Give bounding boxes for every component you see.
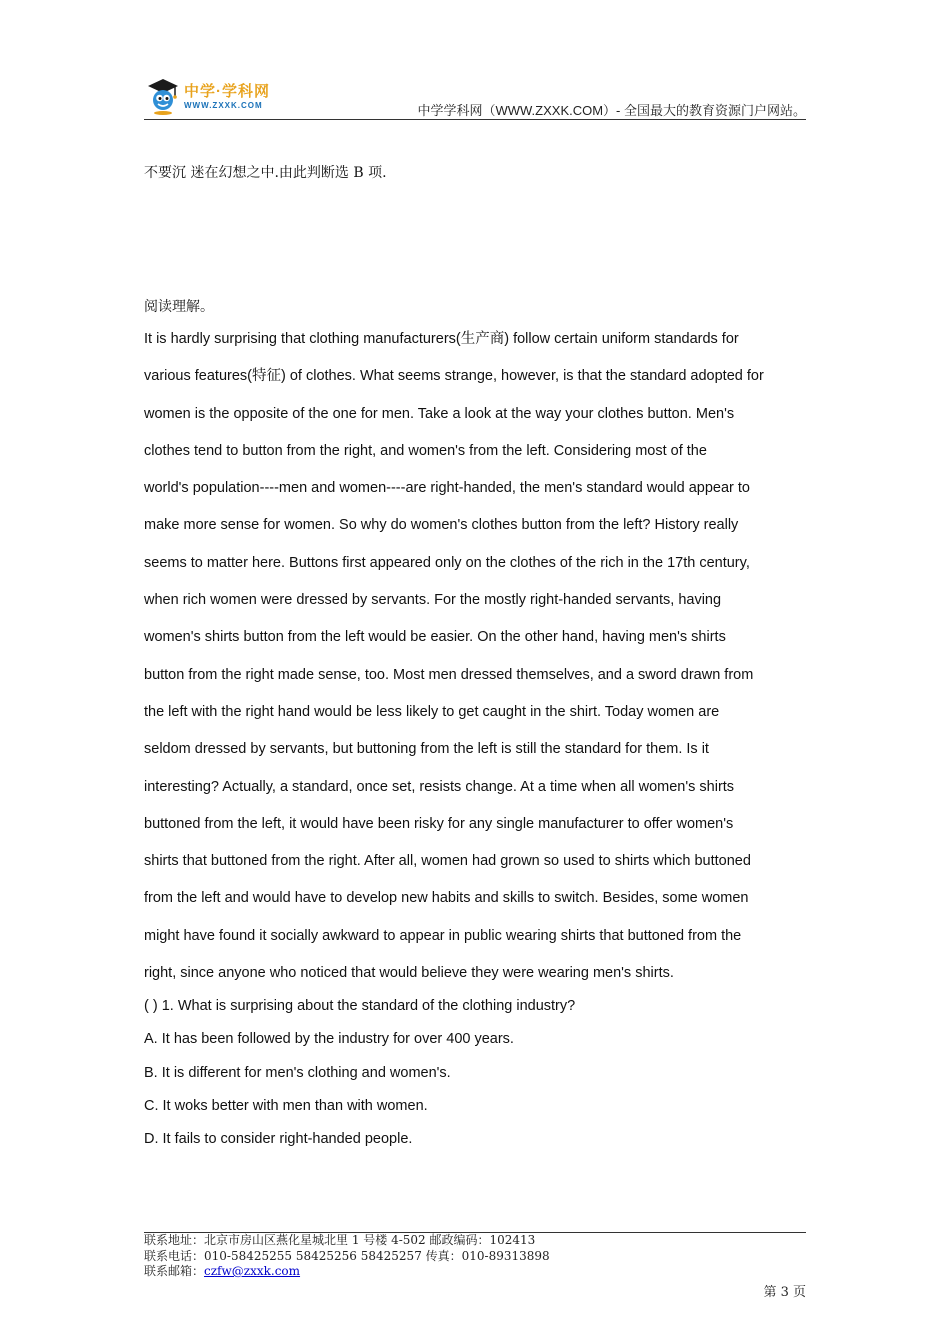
answer-note: 不要沉 迷在幻想之中.由此判断选 B 项. [144, 165, 387, 181]
passage-line: from the left and would have to develop new habits and skills to switch. Besides, some women [144, 890, 749, 907]
footer-email-line [144, 1264, 806, 1280]
brand-name: 中学·学科网 [184, 83, 270, 100]
option-b: B. It is different for men's clothing and women's. [144, 1064, 451, 1081]
option-d: D. It fails to consider right-handed people. [144, 1131, 413, 1148]
page-header [144, 76, 806, 120]
footer-email-label: 联系邮箱： [144, 1264, 205, 1278]
section-title: 阅读理解。 [144, 299, 214, 315]
passage-line: clothes tend to button from the right, and women's from the left. Considering most of the [144, 442, 707, 459]
passage-line: make more sense for women. So why do women's clothes button from the left? History really [144, 517, 739, 534]
passage-line: the left with the right hand would be less likely to get caught in the shirt. Today women are [144, 703, 720, 720]
passage-line: right, since anyone who noticed that would believe they were wearing men's shirts. [144, 965, 674, 982]
header-divider [144, 119, 806, 120]
passage-line: seems to matter here. Buttons first appeared only on the clothes of the rich in the 17th century, [144, 554, 750, 571]
page-number: 第 3 页 [763, 1285, 806, 1300]
footer-email-link[interactable]: czfw@zxxk.com [204, 1264, 301, 1278]
passage-line: shirts that buttoned from the right. After all, women had grown so used to shirts which buttoned [144, 853, 751, 870]
option-a: A. It has been followed by the industry for over 400 years. [144, 1031, 514, 1048]
passage-line: women is the opposite of the one for men. Take a look at the way your clothes button. Men's [144, 405, 735, 422]
passage-line: various features(特征) of clothes. What seems strange, however, is that the standard adopted for [144, 368, 764, 385]
page-footer [144, 1232, 806, 1280]
footer-address: 联系地址：北京市房山区燕化星城北里 1 号楼 4-502 邮政编码：102413 [144, 1233, 536, 1247]
brand-url: WWW.ZXXK.COM [184, 101, 263, 110]
question-stem: ( ) 1. What is surprising about the standard of the clothing industry? [144, 998, 576, 1014]
question-block [144, 990, 806, 1156]
passage-line: interesting? Actually, a standard, once set, resists change. At a time when all women's shirts [144, 778, 735, 795]
header-tagline: 中学学科网（WWW.ZXXK.COM）- 全国最大的教育资源门户网站。 [417, 103, 806, 118]
site-logo[interactable] [144, 76, 294, 116]
passage-line: It is hardly surprising that clothing manufacturers(生产商) follow certain uniform standards for [144, 331, 739, 347]
passage-line: when rich women were dressed by servants. For the mostly right-handed servants, having [144, 592, 722, 609]
footer-phone: 联系电话：010-58425255 58425256 58425257 传真：010-89313898 [144, 1248, 550, 1263]
reading-passage [144, 321, 806, 992]
mascot-logo-icon [144, 76, 182, 116]
passage-line: button from the right made sense, too. Most men dressed themselves, and a sword drawn from [144, 666, 754, 683]
passage-line: world's population----men and women----are right-handed, the men's standard would appear to [144, 480, 750, 497]
option-c: C. It woks better with men than with women. [144, 1097, 428, 1114]
passage-line: might have found it socially awkward to appear in public wearing shirts that buttoned from the [144, 927, 742, 944]
passage-line: seldom dressed by servants, but buttoning from the left is still the standard for them. Is it [144, 741, 709, 758]
passage-line: women's shirts button from the left would be easier. On the other hand, having men's shirts [144, 629, 726, 646]
passage-line: buttoned from the left, it would have been risky for any single manufacturer to offer women's [144, 815, 734, 832]
